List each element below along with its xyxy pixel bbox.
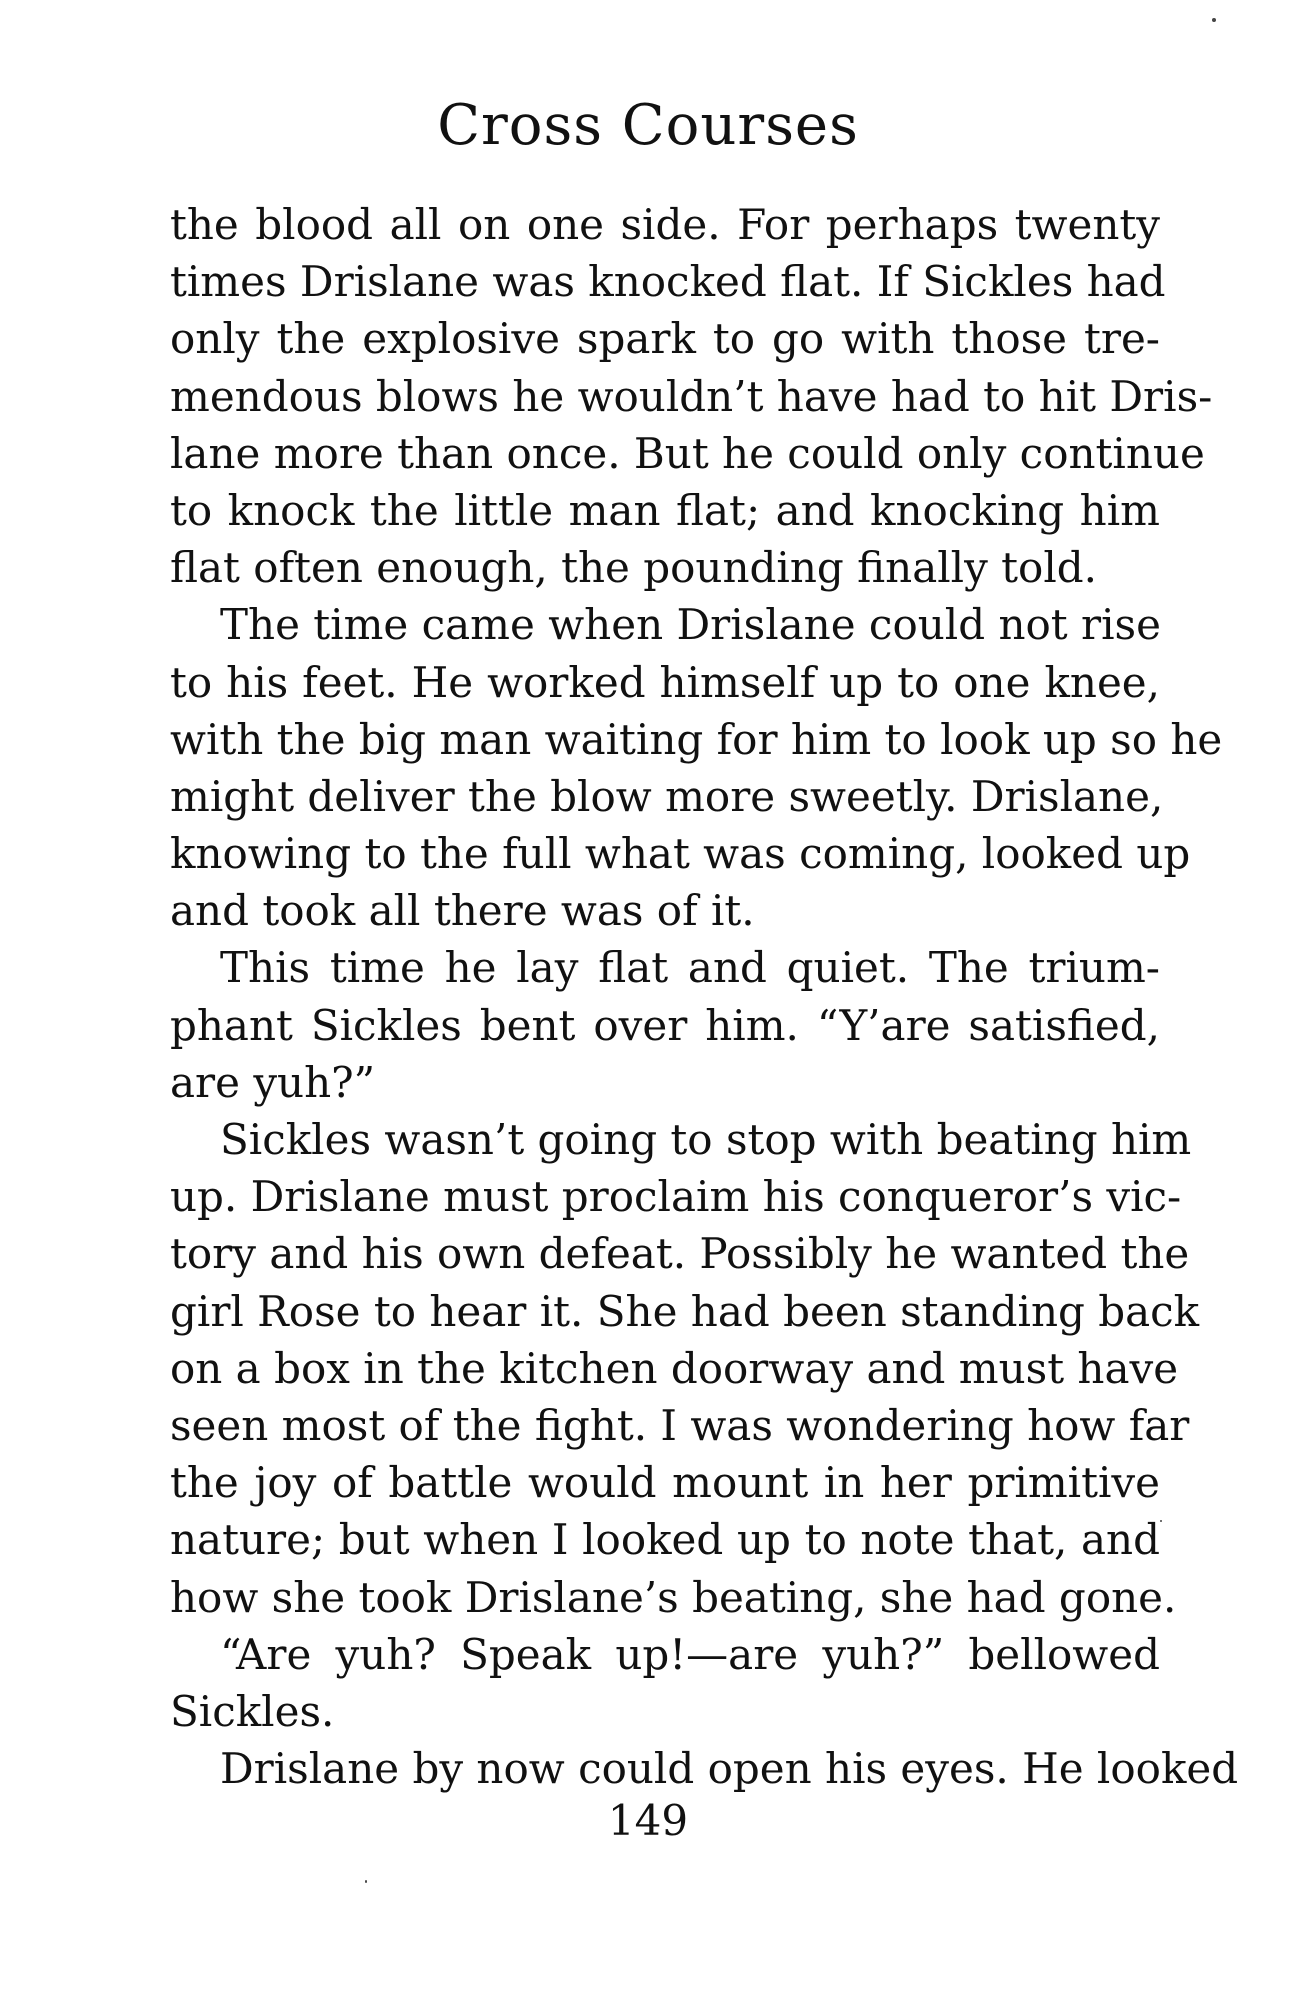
text-line: are yuh?” <box>170 1057 376 1107</box>
text-line: seen most of the fight. I was wondering how far <box>170 1400 1190 1450</box>
text-line: only the explosive spark to go with those tre- <box>170 314 1160 364</box>
running-head: Cross Courses <box>437 93 859 158</box>
text-line: Drislane by now could open his eyes. He looked <box>220 1744 1239 1794</box>
text-line: might deliver the blow more sweetly. Drislane, <box>170 771 1164 821</box>
text-line: lane more than once. But he could only continue <box>170 428 1205 478</box>
text-line: tory and his own defeat. Possibly he wanted the <box>170 1229 1190 1279</box>
text-line: “Are yuh? Speak up!—are yuh?” bellowed <box>220 1629 1160 1679</box>
text-line: the blood all on one side. For perhaps twenty <box>170 200 1160 249</box>
text-line: and took all there was of it. <box>170 886 755 936</box>
text-line: to knock the little man flat; and knocking him <box>170 485 1160 535</box>
text-line: up. Drislane must proclaim his conqueror’s vic- <box>170 1172 1182 1222</box>
text-line: phant Sickles bent over him. “Y’are satisfied, <box>170 1000 1160 1050</box>
text-line: times Drislane was knocked flat. If Sickles had <box>170 257 1166 307</box>
text-line: flat often enough, the pounding finally told. <box>170 543 1098 593</box>
page-number: 149 <box>607 1796 689 1845</box>
text-line: girl Rose to hear it. She had been standing back <box>170 1286 1200 1336</box>
text-line: mendous blows he wouldn’t have had to hit Dris- <box>170 371 1213 421</box>
paper-speck <box>1212 18 1216 22</box>
text-line: with the big man waiting for him to look up so he <box>170 714 1223 764</box>
text-line: The time came when Drislane could not rise <box>220 600 1161 650</box>
body-text <box>170 196 1239 1797</box>
text-line: on a box in the kitchen doorway and must have <box>170 1343 1179 1393</box>
paper-speck <box>365 1880 367 1883</box>
text-line: nature; but when I looked up to note that, and <box>170 1515 1160 1565</box>
text-line: knowing to the full what was coming, looked up <box>170 829 1191 879</box>
paper-speck <box>1160 1520 1162 1522</box>
text-line: Sickles. <box>170 1686 335 1736</box>
text-line: how she took Drislane’s beating, she had gone. <box>170 1572 1177 1622</box>
text-line: This time he lay flat and quiet. The trium- <box>220 943 1160 993</box>
text-line: to his feet. He worked himself up to one knee, <box>170 657 1160 707</box>
text-line: the joy of battle would mount in her primitive <box>170 1458 1160 1508</box>
text-line: Sickles wasn’t going to stop with beating him <box>220 1115 1192 1164</box>
